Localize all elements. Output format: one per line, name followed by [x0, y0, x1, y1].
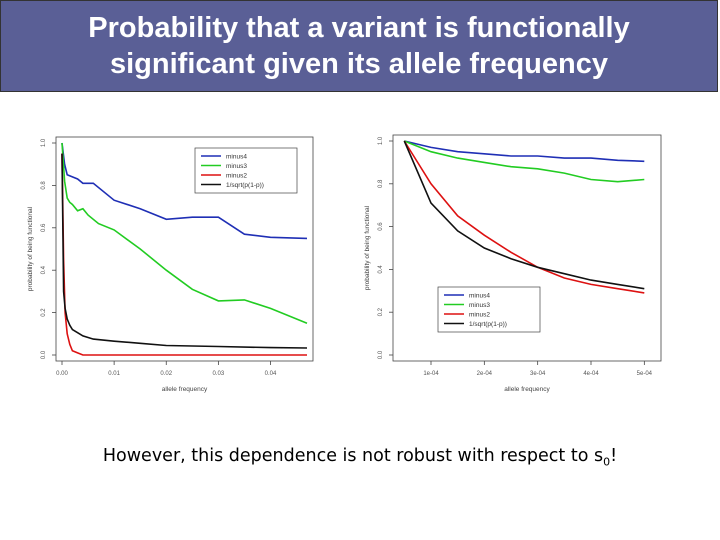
- slide-title-line1: Probability that a variant is functionally: [88, 12, 630, 44]
- chart-1-legend-label-3: 1/sqrt(p(1-p)): [469, 321, 507, 328]
- chart-0-ytick-label: 0.0: [41, 350, 47, 360]
- chart-1-xlabel: allele frequency: [504, 386, 550, 393]
- chart-0-ytick-label: 0.8: [41, 181, 47, 190]
- caption-text: However, this dependence is not robust with respect to s: [102, 446, 604, 466]
- chart-1-series-3-line: [404, 141, 644, 289]
- chart-0-legend-label-2: minus2: [226, 172, 247, 180]
- chart-1-xtick-label: 5e-04: [636, 371, 653, 377]
- chart-1-ylabel: probability of being functional: [364, 205, 371, 291]
- chart-0-legend-label-3: 1/sqrt(p(1-p)): [226, 182, 264, 189]
- chart-0-ytick-label: 1.0: [41, 138, 47, 148]
- chart-left: [12, 125, 322, 410]
- chart-1-xtick-label: 3e-04: [529, 371, 546, 377]
- chart-0-ylabel: probability of being functional: [27, 206, 34, 292]
- chart-1-legend-label-1: minus3: [469, 302, 490, 309]
- chart-1-series-0-line: [404, 141, 644, 161]
- title-bar: [0, 0, 718, 92]
- chart-0-xtick-label: 0.00: [56, 371, 68, 377]
- chart-1-ytick-label: 0.0: [378, 350, 384, 360]
- chart-1-xtick-label: 1e-04: [423, 371, 439, 377]
- chart-1-ytick-label: 0.2: [378, 308, 384, 317]
- chart-1-ytick-label: 0.4: [378, 265, 384, 274]
- chart-1-ytick-label: 0.6: [378, 222, 384, 231]
- chart-1-series-2-line: [404, 141, 644, 293]
- chart-0-ytick-label: 0.6: [41, 223, 47, 232]
- caption: [0, 446, 720, 469]
- chart-0-xtick-label: 0.04: [264, 371, 277, 377]
- caption-end: !: [610, 446, 618, 466]
- chart-1-series-1-line: [404, 141, 644, 182]
- chart-0-xtick-label: 0.02: [160, 371, 173, 377]
- chart-1-ytick-label: 0.8: [378, 179, 384, 188]
- chart-0-legend-label-0: minus4: [226, 153, 247, 161]
- chart-0-ytick-label: 0.4: [41, 266, 47, 275]
- slide-title: [88, 10, 629, 82]
- chart-right: [355, 125, 675, 410]
- chart-1-ytick-label: 1.0: [378, 136, 384, 146]
- chart-1-xtick-label: 4e-04: [583, 371, 599, 377]
- chart-1-xtick-label: 2e-04: [476, 371, 493, 377]
- chart-1-legend-label-0: minus4: [469, 292, 490, 300]
- chart-0-xlabel: allele frequency: [161, 386, 208, 393]
- slide-title-line2: significant given its allele frequency: [110, 48, 608, 80]
- chart-0-xtick-label: 0.03: [212, 371, 225, 377]
- chart-1-legend-label-2: minus2: [469, 311, 490, 319]
- caption-subscript: 0: [603, 455, 611, 469]
- chart-0-legend-label-1: minus3: [226, 163, 247, 170]
- chart-0-ytick-label: 0.2: [41, 308, 47, 317]
- chart-0-xtick-label: 0.01: [108, 371, 120, 377]
